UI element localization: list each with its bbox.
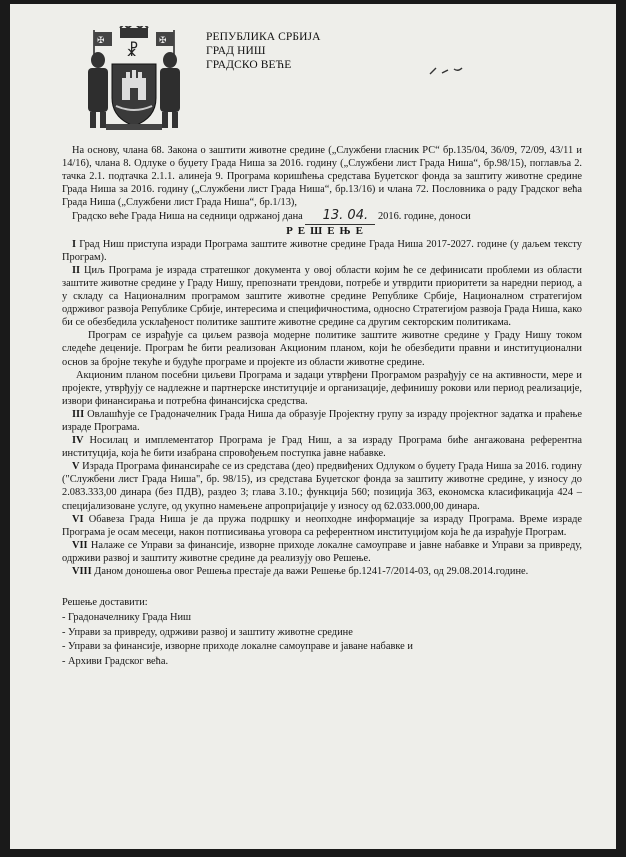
preamble-text: На основу, члана 68. Закона о заштити животне средине („Службени гласник РС“ бр.135/04, 36/09, 72/09, 43/11 и 14/16), члана 8. Одлуке о буџету Града Ниша за 2016. годину („Службени лист Града Ниша“, бр.98/15), поглавља 2. тачка 2.1. подтачка 2.1.1. алинеја 9. Програма коришћења средстава Буџетског фонда за заштиту животне средине Града Ниша за 2016. годину („Службени лист Града Ниша“, бр.13/16) и члана 72. Пословника о раду Градског већа Града Ниша („Службени лист Града Ниша“, бр.1/13), [62,145,582,209]
article [62,539,582,565]
delivery-item: - Управи за привреду, одрживи развој и заштиту животне средине [62,626,353,638]
handwritten-mark [426,64,466,78]
article [62,460,582,512]
article [62,329,582,368]
article [62,565,582,578]
delivery-item: - Градоначелнику Града Ниш [62,612,192,624]
document-page [10,4,616,849]
article-number: IV [72,435,84,447]
svg-text:✠: ✠ [97,36,105,46]
article-text: Носилац и имплементатор Програма је Град Ниш, а за израду Програма биће ангажована референтна институција, која ће бити изабрана спровођењем поступка јавне набавке. [62,435,582,460]
article-number: VI [72,513,84,525]
article-text: Циљ Програма је израда стратешког документа у овој области којим ће се дефинисати проблеми из области заштите животне средине у Граду Нишу, препознати трендови, потребе и утврдити приоритети за наредни период, а у складу са Националним програмом заштите животне средине Републике Србије, Националном стратегијом одрживог развоја Републике Србије, интересима и специфичностима, односно Стратегијом развоја Града Ниша, како би се обезбедила усклађеност политике заштите животне средине са другим секторским политикама. [62,264,582,329]
article-list [62,238,582,578]
article [62,513,582,539]
delivery-list [62,596,582,669]
delivery-item: - Архиви Градског већа. [62,655,169,667]
article-number: V [72,461,80,473]
session-date-line [62,209,582,224]
article-text: Град Ниш приступа изради Програма заштите животне средине Града Ниша 2017-2027. године (у даљем тексту Програм). [62,238,582,263]
article-number: II [72,264,81,276]
delivery-title: Решење доставити: [62,597,148,609]
decision-body [62,144,582,670]
svg-text:☧: ☧ [126,41,139,60]
header-republic: РЕПУБЛИКА СРБИЈА [206,31,321,43]
article-text: Програм се израђује са циљем развоја модерне политике заштите животне средине у Граду Нишу током следеће деценије. Програм ће бити реализован Акционим планом, који ће обезбедити правни и институционални основ за бројне текуће и будуће програме и пројекте из области животне средине. [62,330,582,368]
issuer-header [206,30,321,72]
article-text: Акционим планом посебни циљеви Програма и задаци утврђени Програмом разрађују се на активности, мере и пројекте, утврђују се надлежне и партнерске институције и организације, дефинишу рокови или период реализације, извори финансирања и потребна финансијска средства. [62,369,582,407]
svg-text:✠: ✠ [159,36,167,46]
article-text: Обавеза Града Ниша је да пружа подршку и неопходне информације за израду Програма. Време израде Програма је осам месеци, након потписивања уговора са референтном институцијом која ће да израђује Програм. [62,513,582,538]
article-number: III [72,408,85,420]
article [62,238,582,264]
article-text: Даном доношења овог Решења престаје да важи Решење бр.1241-7/2014-03, од 29.08.2014.године. [94,566,529,577]
header-council: ГРАДСКО ВЕЋЕ [206,59,292,71]
handwritten-date: 13. 04. [322,208,369,224]
city-coat-of-arms-icon [80,26,188,132]
article-number: VIII [72,566,92,577]
header-city: ГРАД НИШ [206,45,266,57]
article-number: I [72,238,77,250]
delivery-item: - Управи за финансије, изворне приходе локалне самоуправе и јаване набавке и [62,641,413,653]
article-text: Израда Програма финансираће се из средстава (део) предвиђених Одлуком о буџету Града Ниша за 2016. годину ("Службени лист Града Ниша", бр. 98/15), из средстава Буџетског фонда за заштиту животне средине, у износу до 2.083.333,00 динара (без ПДВ), раздео 3; глава 3.10.; функција 560; позиција 363, економска класификација 424 – специјализоване услуге, од укупно намењене апропријације у износу од 62.033.000,00 динара. [62,461,582,512]
article-number: VII [72,539,88,551]
article-text: Налаже се Управи за финансије, изворне приходе локалне самоуправе и јавне набавке и Управи за привреду, одрживи развој и заштиту животне средине да реализују ово Решење. [62,539,582,564]
document-title: РЕШЕЊЕ [286,224,368,237]
session-date-suffix: 2016. године, доноси [377,211,471,223]
article [62,408,582,434]
session-date-prefix: Градско веће Града Ниша на седници одржаној дана [72,211,303,223]
article [62,369,582,408]
article-text: Овлашћује се Градоначелник Града Ниша да образује Пројектну групу за израду пројектног задатка и праћење израде Програма. [62,408,582,433]
article [62,264,582,329]
article [62,434,582,460]
